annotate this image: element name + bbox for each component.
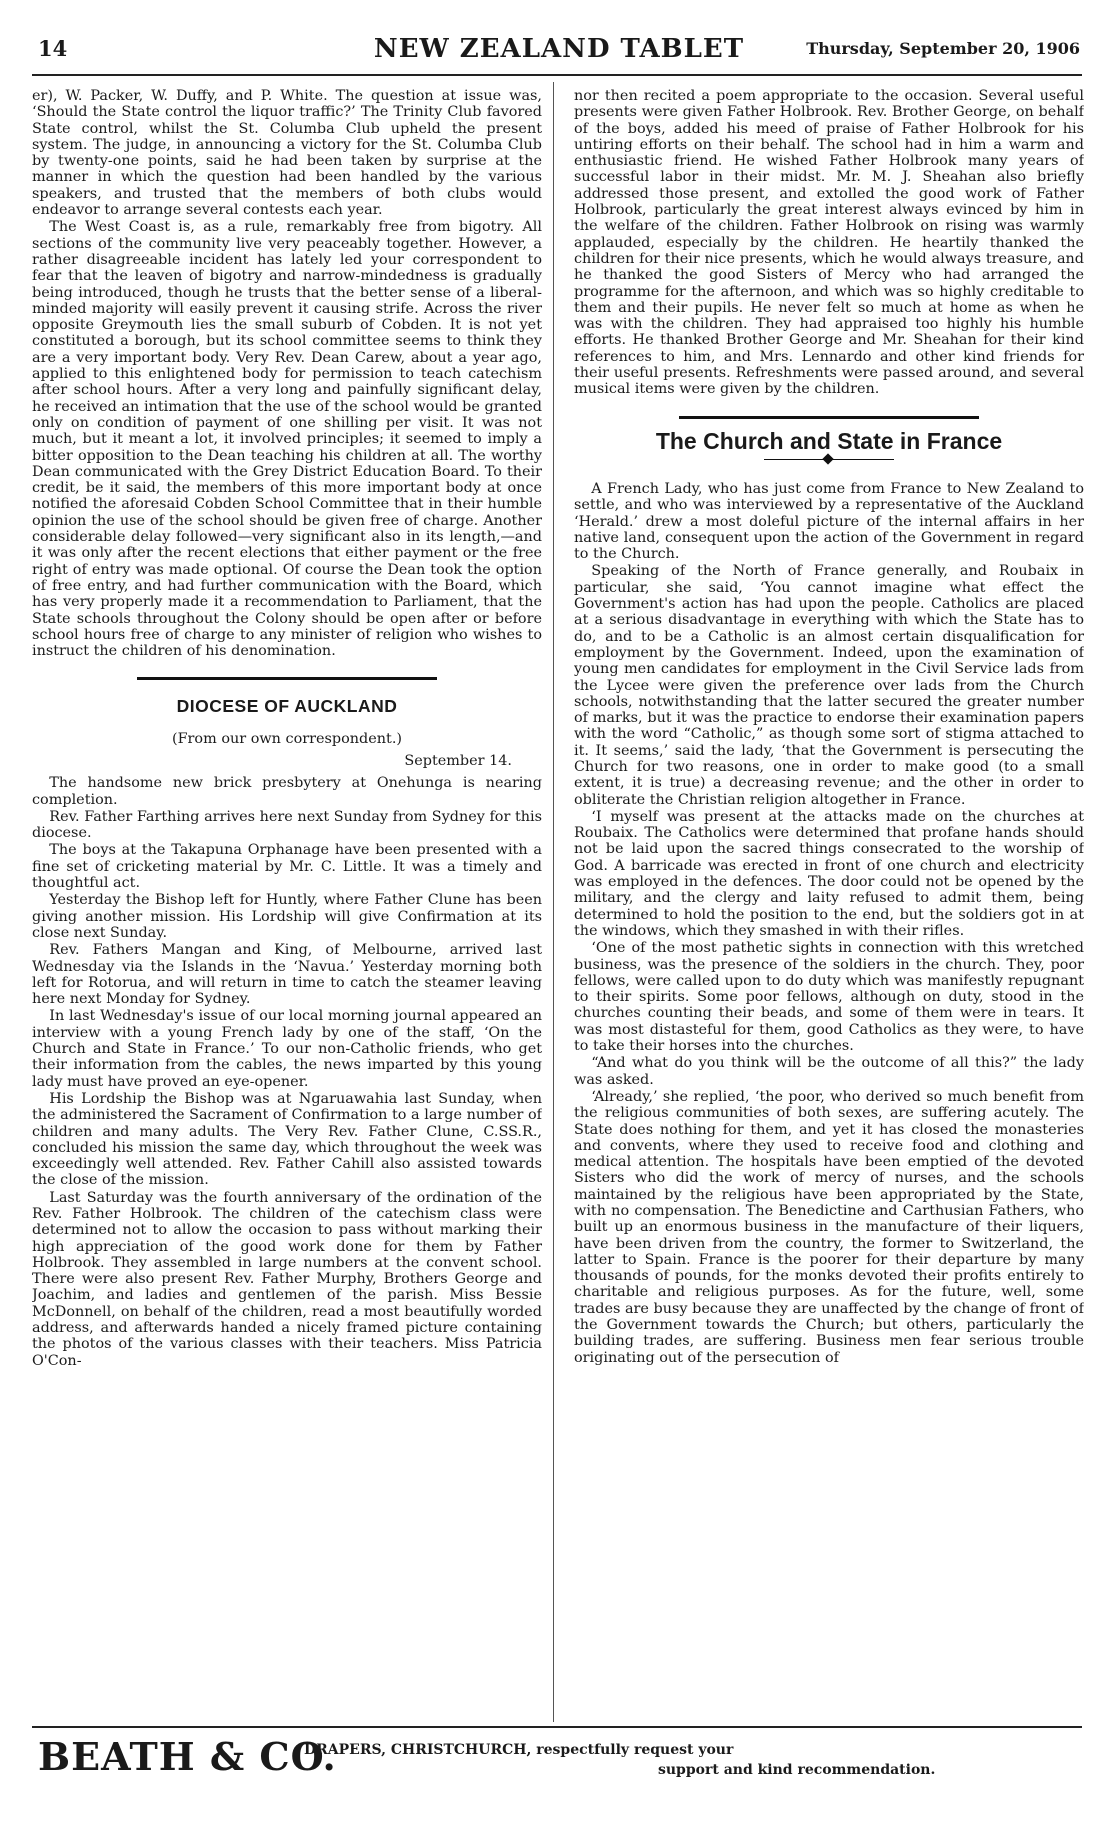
advertisement-text-line1: DRAPERS, CHRISTCHURCH, respectfully request your [304, 1742, 734, 1758]
diocese-section-header [32, 677, 542, 717]
page-number: 14 [38, 36, 68, 61]
news-item: Yesterday the Bishop left for Huntly, where Father Clune has been giving another mission. His Lordship will give Confirmation at its close next Sunday. [32, 892, 542, 941]
newspaper-title: NEW ZEALAND TABLET [373, 34, 745, 64]
article-paragraph: The West Coast is, as a rule, remarkably free from bigotry. All sections of the community live very peaceably together. However, a rather disagreeable incident has lately led your correspondent to fear that the leaven of bigotry and narrow-mindedness is gradually being introduced, though he trusts that the better sense of a liberal-minded majority will easily prevent it causing strife. Across the river opposite Greymouth lies the small suburb of Cobden. It is not yet constituted a borough, but its school committee seems to think they are a very important body. Very Rev. Dean Carew, about a year ago, applied to this enlightened body for permission to teach catechism after school hours. After a very long and painfully significant delay, he received an intimation that the use of the school would be granted only on condition of payment of one shilling per visit. It was not much, but it meant a lot, it involved principles; it seemed to imply a bitter opposition to the Dean teaching his children at all. The worthy Dean communicated with the Grey District Education Board. To their credit, be it said, the members of this more important body at once notified the aforesaid Cobden School Committee that in their humble opinion the use of the school should be given free of charge. Another considerable delay followed—very significant also in its length,—and it was only after the recent elections that either payment or the free right of entry was made optional. Of course the Dean took the option of free entry, and had further communication with the Board, which has very properly made it a recommendation to Parliament, that the State schools throughout the Colony should be open after or before school hours free of charge to any minister of religion who wishes to instruct the children of his denomination. [32, 219, 542, 660]
diocese-heading: DIOCESE OF AUCKLAND [176, 696, 398, 717]
article-paragraph: nor then recited a poem appropriate to the occasion. Several useful presents were given Father Holbrook. Rev. Brother George, on behalf of the boys, added his meed of praise of Father Holbrook for his untiring efforts on their behalf. The school had in him a warm and enthusiastic friend. He wished Father Holbrook many years of successful labor in their midst. Mr. M. J. Sheahan also briefly addressed those present, and extolled the good work of Father Holbrook, particularly the great interest always evinced by him in the welfare of the children. Father Holbrook on rising was warmly applauded, especially by the children. He heartily thanked the children for their nice presents, which he would always treasure, and he thanked the good Sisters of Mercy who had arranged the programme for the afternoon, and which was so highly creditable to them and their pupils. He never felt so much at home as when he was with the children. They had appraised too highly his humble efforts. He thanked Brother George and Mr. Sheahan for their kind references to him, and Mrs. Lennardo and other kind friends for their useful presents. Refreshments were passed around, and several musical items were given by the children. [574, 88, 1084, 398]
bottom-rule [32, 1726, 1082, 1728]
article-paragraph: A French Lady, who has just come from France to New Zealand to settle, and who was interviewed by a representative of the Auckland ‘Herald.’ drew a most doleful picture of the internal affairs in her native land, consequent upon the action of the Government in regard to the Church. [574, 480, 1084, 563]
correspondent-line: (From our own correspondent.) [171, 730, 403, 747]
article-paragraph: ‘One of the most pathetic sights in connection with this wretched business, was the presence of the soldiers in the church. They, poor fellows, were called upon to do duty which was manifestly repugnant to their spirits. Some poor fellows, although on duty, stood in the churches counting their beads, and some of them were in tears. It was most distasteful for them, good Catholics as they were, to have to take their horses into the churches. [574, 940, 1084, 1055]
right-column [574, 88, 1084, 1720]
advertiser-brand: BEATH & CO. [38, 1734, 337, 1779]
masthead [38, 36, 1080, 70]
section-rule [679, 416, 979, 419]
news-item: His Lordship the Bishop was at Ngaruawahia last Sunday, when the administered the Sacrament of Confirmation to a large number of children and many adults. The Very Rev. Father Clune, C.SS.R., concluded his mission the same day, which throughout the week was exceedingly well attended. Rev. Father Cahill also assisted towards the close of the mission. [32, 1090, 542, 1189]
news-item: The handsome new brick presbytery at Onehunga is nearing completion. [32, 775, 542, 808]
advertisement-footer [38, 1730, 1078, 1790]
france-heading: The Church and State in France [655, 427, 1003, 454]
article-paragraph: er), W. Packer, W. Duffy, and P. White. The question at issue was, ‘Should the State control the liquor traffic?’ The Trinity Club favored State control, whilst the St. Columba Club upheld the present system. The judge, in announcing a victory for the St. Columba Club by twenty-one points, said he had been taken by surprise at the manner in which the question had been handled by the various speakers, and trusted that the members of both clubs would endeavor to arrange several contests each year. [32, 88, 542, 219]
article-paragraph: ‘Already,’ she replied, ‘the poor, who derived so much benefit from the religious communities of both sexes, are suffering acutely. The State does nothing for them, and yet it has closed the monasteries and convents, where they used to receive food and clothing and medical attention. The hospitals have been emptied of the devoted Sisters who did the work of mercy of nurses, and the schools maintained by the religious have been appropriated by the State, with no compensation. The Benedictine and Carthusian Fathers, who built up an enormous business in the manufacture of their liquers, have been driven from the country, the former to Switzerland, the latter to Spain. France is the poorer for their departure by many thousands of pounds, for the monks devoted their profits entirely to charitable and religious purposes. As for the future, well, some trades are busy because they are unaffected by the change of front of the Government towards the Church; but others, particularly the building trades, are suffering. Business men fear serious trouble originating out of the persecution of [574, 1088, 1084, 1366]
news-item: Rev. Father Farthing arrives here next Sunday from Sydney for this diocese. [32, 808, 542, 842]
top-rule [32, 74, 1082, 76]
left-column [32, 88, 542, 1720]
news-item: Last Saturday was the fourth anniversary of the ordination of the Rev. Father Holbrook. The children of the catechism class were determined not to allow the occasion to pass without marking their high appreciation of the good work done for them by Father Holbrook. They assembled in large numbers at the convent school. There were also present Rev. Father Murphy, Brothers George and Joachim, and ladies and gentlemen of the parish. Miss Bessie McDonnell, on behalf of the children, read a most beautifully worded address, and afterwards handed a nicely framed picture containing the photos of the various classes with their teachers. Miss Patricia O'Con- [32, 1189, 542, 1369]
ornament-divider [764, 455, 894, 465]
article-paragraph: “And what do you think will be the outcome of all this?” the lady was asked. [574, 1055, 1084, 1088]
column-divider [553, 82, 554, 1722]
article-paragraph: ‘I myself was present at the attacks made on the churches at Roubaix. The Catholics were determined that profane hands should not be laid upon the sacred things consecrated to the worship of God. A barricade was erected in front of one church and electricity was employed in the defences. The door could not be opened by the military, and the clergy and laity refused to admit them, being determined to hold the position to the end, but the soldiers got in at the windows, which they smashed in with their rifles. [574, 808, 1084, 939]
news-item: In last Wednesday's issue of our local morning journal appeared an interview with a young French lady by one of the staff, ‘On the Church and State in France.’ To our non-Catholic friends, who get their information from the cables, the news imparted by this young lady must have proved an eye-opener. [32, 1008, 542, 1090]
news-item: Rev. Fathers Mangan and King, of Melbourne, arrived last Wednesday via the Islands in the ‘Navua.’ Yesterday morning both left for Rotorua, and will return in time to catch the steamer leaving here next Monday for Sydney. [32, 942, 542, 1008]
dateline: September 14. [404, 752, 512, 769]
news-item: The boys at the Takapuna Orphanage have been presented with a fine set of cricketing material by Mr. C. Little. It was a timely and thoughtful act. [32, 842, 542, 892]
section-rule [137, 677, 437, 680]
diamond-ornament-icon [822, 453, 833, 464]
issue-date: Thursday, September 20, 1906 [806, 39, 1080, 58]
advertisement-text-line2: support and kind recommendation. [658, 1762, 936, 1778]
france-section-header [574, 416, 1084, 465]
article-paragraph: Speaking of the North of France generally, and Roubaix in particular, she said, ‘You cannot imagine what effect the Government's action has had upon the people. Catholics are placed at a serious disadvantage in everything with which the State has to do, and to be a Catholic is an almost certain disqualification for employment by the Government. Indeed, upon the examination of young men candidates for employment in the Civil Service lads from the Lycee were given the preference over lads from the Church schools, notwithstanding that the latter secured the greater number of marks, but it was the practice to endorse their examination papers with the word “Catholic,” as though some sort of stigma attached to it. It seems,’ said the lady, ‘that the Government is persecuting the Church for two reasons, one in order to make good (to a small extent, it is true) a decreasing revenue; and the other in order to obliterate the Christian religion altogether in France. [574, 563, 1084, 808]
